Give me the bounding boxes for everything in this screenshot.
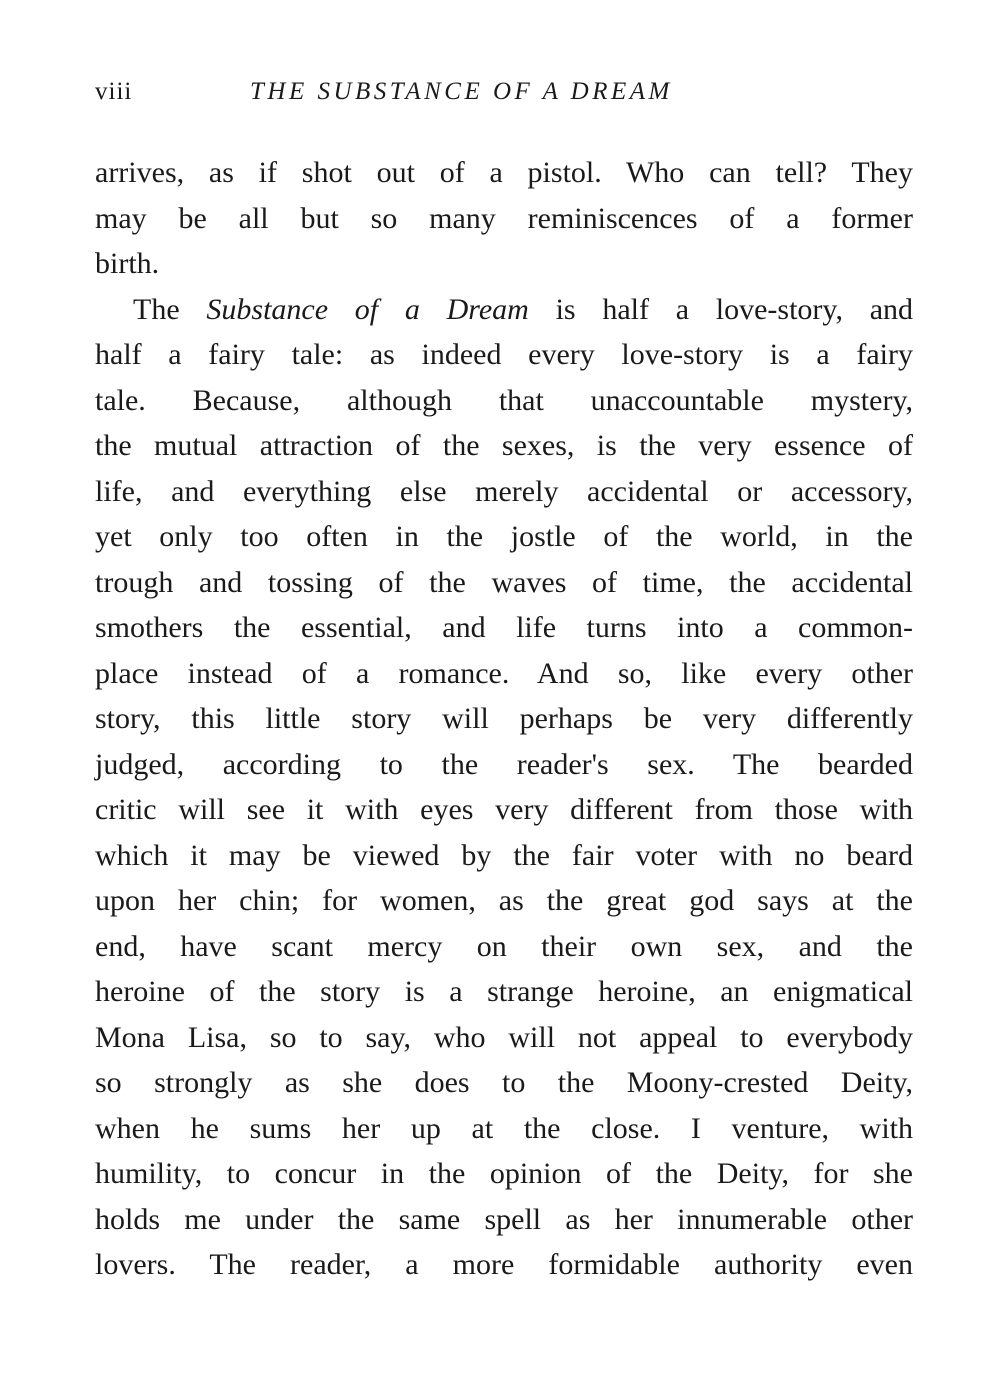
text-line: the mutual attraction of the sexes, is the very essence of [95, 429, 913, 462]
text-line-rest: is half a love-story, and [555, 292, 914, 326]
paragraph-lead: The [133, 292, 180, 326]
book-title-italic: Substance of a Dream [206, 292, 529, 326]
text-line: story, this little story will perhaps be very differently [95, 702, 913, 735]
text-line: yet only too often in the jostle of the world, in the [95, 520, 913, 553]
page-number: viii [95, 78, 133, 105]
text-line: when he sums her up at the close. I venture, with [95, 1111, 913, 1145]
text-line: critic will see it with eyes very different from those with [95, 793, 913, 826]
text-line: upon her chin; for women, as the great god says at the [95, 884, 913, 917]
text-line: holds me under the same spell as her innumerable other [95, 1202, 913, 1236]
text-line: humility, to concur in the opinion of the Deity, for she [95, 1157, 913, 1190]
text-line: smothers the essential, and life turns into a common- [95, 611, 913, 644]
running-head [95, 78, 910, 118]
text-line: birth. [95, 247, 160, 280]
text-line: place instead of a romance. And so, like every other [95, 656, 913, 690]
paragraph-start-line [95, 287, 913, 333]
text-line: tale. Because, although that unaccountable mystery, [95, 383, 913, 417]
text-line: life, and everything else merely accidental or accessory, [95, 474, 913, 508]
text-line: may be all but so many reminiscences of a former [95, 201, 913, 235]
text-line: end, have scant mercy on their own sex, and the [95, 929, 913, 963]
text-line: half a fairy tale: as indeed every love-story is a fairy [95, 338, 913, 371]
text-line: arrives, as if shot out of a pistol. Who can tell? They [95, 156, 913, 189]
text-line: heroine of the story is a strange heroine, an enigmatical [95, 975, 913, 1008]
text-line: so strongly as she does to the Moony-crested Deity, [95, 1066, 913, 1099]
text-line: judged, according to the reader's sex. The bearded [95, 747, 913, 781]
text-line: lovers. The reader, a more formidable authority even [95, 1248, 913, 1281]
text-line: which it may be viewed by the fair voter with no beard [95, 838, 913, 872]
running-title: THE SUBSTANCE OF A DREAM [250, 78, 673, 105]
body-text [95, 150, 913, 1288]
text-line: Mona Lisa, so to say, who will not appeal to everybody [95, 1020, 913, 1054]
text-line: trough and tossing of the waves of time, the accidental [95, 565, 913, 599]
